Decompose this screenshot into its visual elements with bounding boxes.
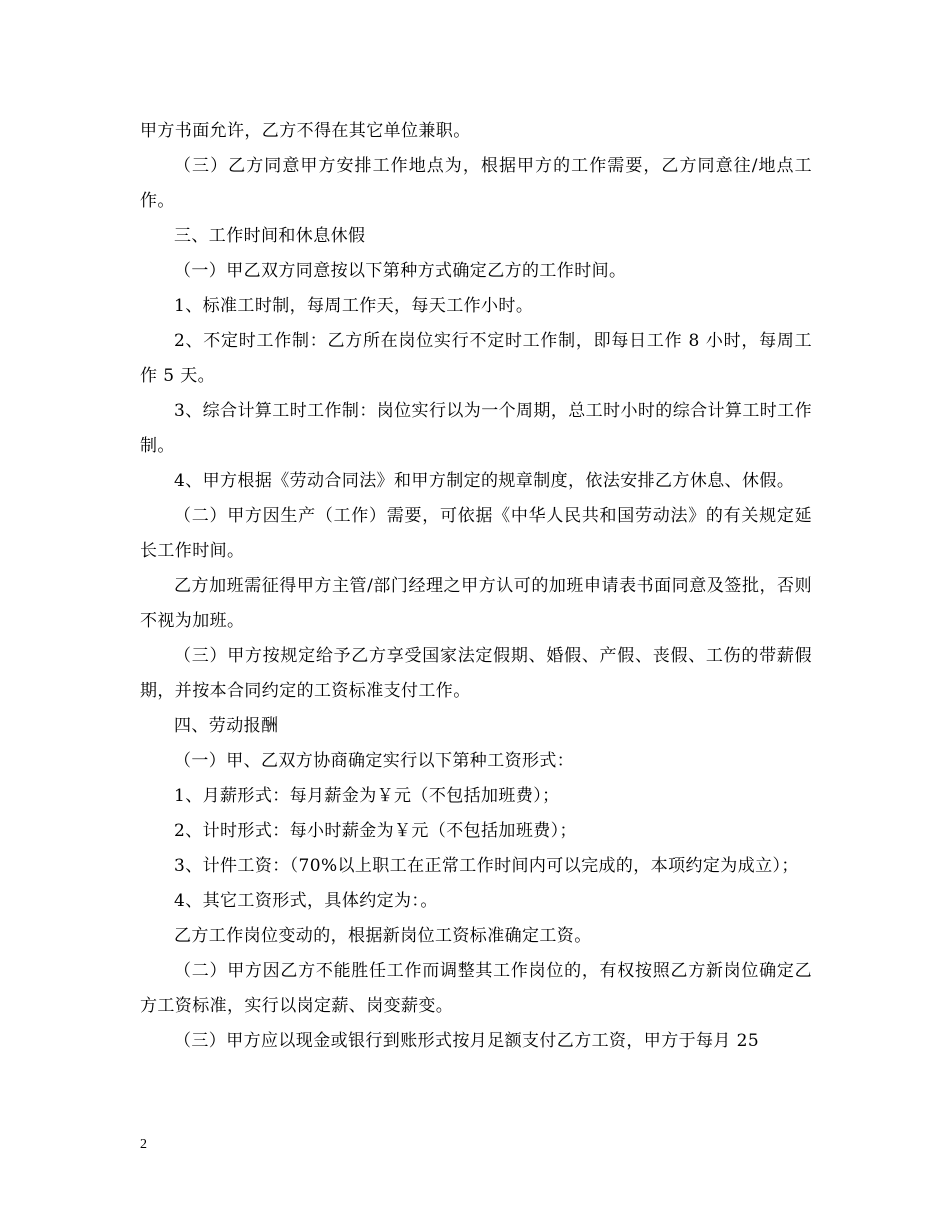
paragraph: （一）甲、乙双方协商确定实行以下第种工资形式： — [174, 751, 575, 771]
paragraph: （一）甲乙双方同意按以下第种方式确定乙方的工作时间。 — [174, 261, 627, 281]
page-number: 2 — [140, 1137, 147, 1152]
paragraph: 1、标准工时制，每周工作天，每天工作小时。 — [174, 296, 534, 316]
paragraph: 1、月薪形式：每月薪金为￥元（不包括加班费）； — [174, 786, 560, 806]
paragraph: 2、不定时工作制：乙方所在岗位实行不定时工作制，即每日工作 8 小时，每周工作 5 天。 — [140, 331, 812, 386]
paragraph: 乙方工作岗位变动的，根据新岗位工资标准确定工资。 — [174, 926, 592, 946]
paragraph: 乙方加班需征得甲方主管/部门经理之甲方认可的加班申请表书面同意及签批，否则不视为加班。 — [140, 576, 812, 631]
paragraph: 4、其它工资形式，具体约定为：。 — [174, 891, 438, 911]
paragraph: （三）甲方应以现金或银行到账形式按月足额支付乙方工资，甲方于每月 25 — [174, 1031, 760, 1051]
paragraph: （三）甲方按规定给予乙方享受国家法定假期、婚假、产假、丧假、工伤的带薪假期，并按本合同约定的工资标准支付工作。 — [140, 646, 812, 701]
section-heading: 三、工作时间和休息休假 — [174, 226, 366, 246]
paragraph: 2、计时形式：每小时薪金为￥元（不包括加班费）； — [174, 821, 577, 841]
paragraph: （二）甲方因乙方不能胜任工作而调整其工作岗位的，有权按照乙方新岗位确定乙方工资标准，实行以岗定薪、岗变薪变。 — [140, 961, 812, 1016]
document-body — [140, 114, 812, 1059]
paragraph: 3、综合计算工时工作制：岗位实行以为一个周期，总工时小时的综合计算工时工作制。 — [140, 401, 812, 456]
paragraph: 甲方书面允许，乙方不得在其它单位兼职。 — [140, 121, 471, 141]
paragraph: （三）乙方同意甲方安排工作地点为，根据甲方的工作需要，乙方同意往/地点工作。 — [140, 156, 812, 211]
paragraph: 4、甲方根据《劳动合同法》和甲方制定的规章制度，依法安排乙方休息、休假。 — [174, 471, 795, 491]
paragraph: （二）甲方因生产（工作）需要，可依据《中华人民共和国劳动法》的有关规定延长工作时间。 — [140, 506, 812, 561]
section-heading: 四、劳动报酬 — [174, 716, 279, 736]
paragraph: 3、计件工资：（70%以上职工在正常工作时间内可以完成的，本项约定为成立）； — [174, 856, 799, 876]
